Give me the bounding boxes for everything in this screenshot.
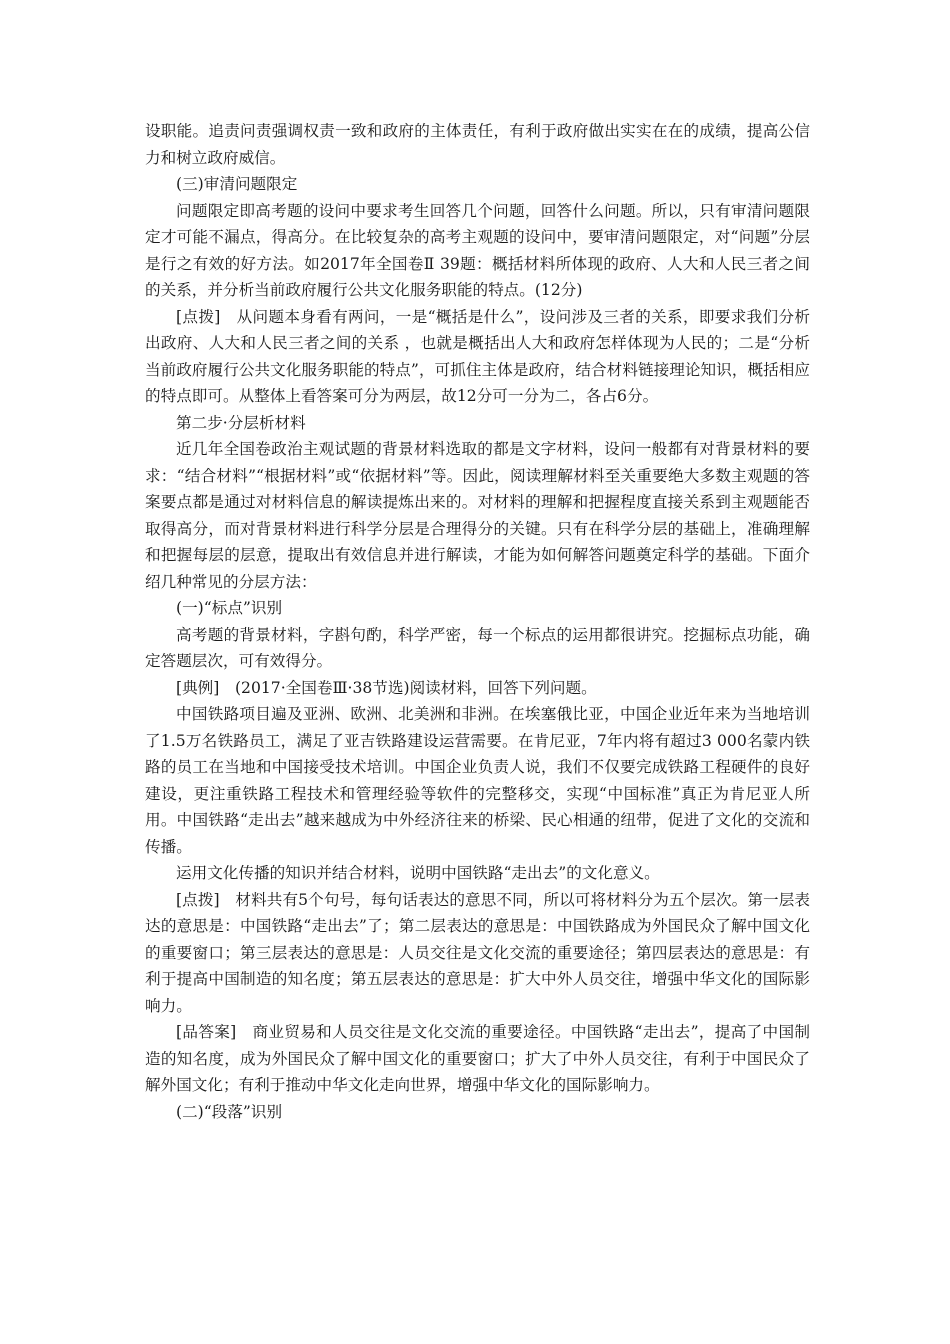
paragraph-example-question: 运用文化传播的知识并结合材料，说明中国铁路“走出去”的文化意义。 — [176, 864, 660, 882]
paragraph-punctuation: 高考题的背景材料，字斟句酌，科学严密，每一个标点的运用都很讲究。挖掘标点功能，确定答题层次，可有效得分。 — [145, 625, 810, 670]
section-heading-step-two: 第二步·分层析材料 — [176, 413, 306, 432]
section-heading-problem-limits: (三)审清问题限定 — [176, 175, 298, 193]
section-heading-punctuation: (一)“标点”识别 — [176, 599, 283, 617]
paragraph-problem-limits: 问题限定即高考题的设问中要求考生回答几个问题，回答什么问题。所以，只有审清问题限定才可能不漏点，得高分。在比较复杂的高考主观题的设问中，要审清问题限定，对“问题”分层是行之有效的好方法。如2017年全国卷Ⅱ 39题：概括材料所体现的政府、人大和人民三者之间的关系，并分析当前政府履行公共文化服务职能的特点。(12分) — [145, 201, 810, 299]
paragraph-example-material: 中国铁路项目遍及亚洲、欧洲、北美洲和非洲。在埃塞俄比亚，中国企业近年来为当地培训了1.5万名铁路员工，满足了亚吉铁路建设运营需要。在肯尼亚，7年内将有超过3 000名蒙内铁路的员工在当地和中国接受技术培训。中国企业负责人说，我们不仅要完成铁路工程硬件的良好建设，更注重铁路工程技术和管理经验等软件的完整移交，实现“中国标准”真正为肯尼亚人所用。中国铁路“走出去”越来越成为中外经济往来的桥梁、民心相通的纽带，促进了文化的交流和传播。 — [145, 705, 810, 856]
section-heading-paragraph-id: (二)“段落”识别 — [176, 1102, 283, 1121]
paragraph-example-intro: [典例] (2017·全国卷Ⅲ·38节选)阅读材料，回答下列问题。 — [176, 678, 597, 697]
paragraph-material-layering: 近几年全国卷政治主观试题的背景材料选取的都是文字材料，设问一般都有对背景材料的要求：“结合材料”“根据材料”或“依据材料”等。因此，阅读理解材料至关重要绝大多数主观题的答案要点都是通过对材料信息的解读提炼出来的。对材料的理解和把握程度直接关系到主观题能否取得高分，而对背景材料进行科学分层是合理得分的关键。只有在科学分层的基础上，准确理解和把握每层的层意，提取出有效信息并进行解读，才能为如何解答问题奠定科学的基础。下面介绍几种常见的分层方法： — [145, 440, 810, 591]
paragraph-hint-2: [点拨] 材料共有5个句号，每句话表达的意思不同，所以可将材料分为五个层次。第一层表达的意思是：中国铁路“走出去”了；第二层表达的意思是：中国铁路成为外国民众了解中国文化的重要窗口；第三层表达的意思是：人员交往是文化交流的重要途径；第四层表达的意思是：有利于提高中国制造的知名度；第五层表达的意思是：扩大中外人员交往，增强中华文化的国际影响力。 — [145, 890, 810, 1015]
paragraph-answer: [品答案] 商业贸易和人员交往是文化交流的重要途径。中国铁路“走出去”，提高了中国制造的知名度，成为外国民众了解中国文化的重要窗口；扩大了中外人员交往，有利于中国民众了解外国文化；有利于推动中华文化走向世界，增强中华文化的国际影响力。 — [145, 1023, 810, 1094]
paragraph-continued-text: 设职能。追责问责强调权责一致和政府的主体责任，有利于政府做出实实在在的成绩，提高公信力和树立政府威信。 — [145, 122, 810, 167]
paragraph-hint-1: [点拨] 从问题本身看有两问，一是“概括是什么”，设问涉及三者的关系，即要求我们分析出政府、人大和人民三者之间的关系 ，也就是概括出人大和政府怎样体现为人民的；二是“分析当前政府履行公共文化服务职能的特点”，可抓住主体是政府，结合材料链接理论知识，概括相应的特点即可。从整体上看答案可分为两层，故12分可一分为二，各占6分。 — [145, 307, 810, 405]
